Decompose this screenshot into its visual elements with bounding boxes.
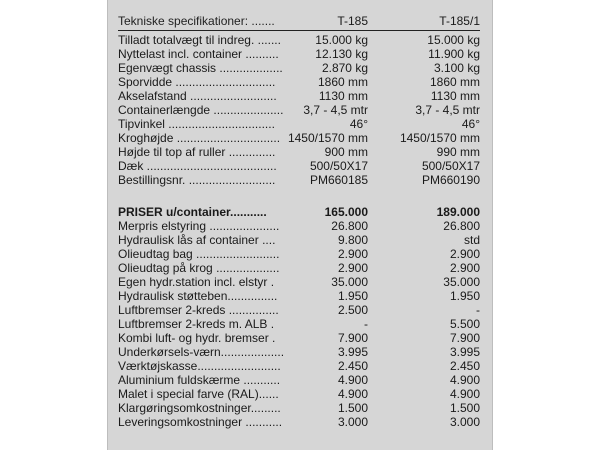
spec-value-t185: 900 mm (324, 145, 368, 159)
spec-label: Bestillingsnr. .......................... (118, 173, 276, 187)
spec-label: Dæk ....................................... (118, 159, 277, 173)
price-value-t185-1: 3.000 (449, 415, 480, 429)
prices-header-label: PRISER u/container........... (118, 205, 267, 219)
header-divider (118, 30, 480, 31)
spec-label: Højde til top af ruller .............. (118, 145, 276, 159)
prices-header-row (118, 205, 480, 219)
price-value-t185: 35.000 (331, 275, 368, 289)
header-col-t185: T-185 (337, 14, 368, 28)
spec-value-t185-1: 11.900 kg (428, 47, 480, 61)
price-label: Merpris elstyring ..................... (118, 219, 280, 233)
price-label: Hydraulisk lås af container .... (118, 233, 276, 247)
spec-value-t185: 1860 mm (317, 75, 368, 89)
price-base-t185: 165.000 (324, 205, 368, 219)
spec-row (118, 75, 480, 89)
price-row (118, 331, 480, 345)
price-row (118, 303, 480, 317)
price-value-t185: 4.900 (337, 387, 368, 401)
spec-row (118, 103, 480, 117)
price-label: Leveringsomkostninger ........... (118, 415, 283, 429)
spec-value-t185: 2.870 kg (321, 61, 368, 75)
spec-row (118, 33, 480, 47)
price-row (118, 317, 480, 331)
spec-value-t185: 500/50X17 (309, 159, 368, 173)
price-row (118, 289, 480, 303)
price-value-t185: 2.900 (337, 261, 368, 275)
price-value-t185-1: std (463, 233, 480, 247)
price-label: Kombi luft- og hydr. bremser . (118, 331, 276, 345)
price-base-t185-1: 189.000 (436, 205, 480, 219)
spec-value-t185-1: 3,7 - 4,5 mtr (415, 103, 480, 117)
price-row (118, 247, 480, 261)
price-value-t185-1: 7.900 (449, 331, 480, 345)
price-value-t185-1: 4.900 (449, 387, 480, 401)
price-value-t185: 7.900 (337, 331, 368, 345)
price-row (118, 359, 480, 373)
table-header-row (118, 14, 480, 28)
spec-row (118, 47, 480, 61)
price-label: Aluminium fuldskærme ........... (118, 373, 281, 387)
price-value-t185-1: 3.995 (449, 345, 480, 359)
spec-value-t185: 12.130 kg (315, 47, 368, 61)
price-label: Luftbremser 2-kreds ............... (118, 303, 279, 317)
price-label: Underkørsels-værn................... (118, 345, 285, 359)
spec-value-t185-1: PM660190 (421, 173, 480, 187)
price-row (118, 373, 480, 387)
price-value-t185: 2.900 (337, 247, 368, 261)
price-value-t185: 4.900 (337, 373, 368, 387)
price-value-t185: 2.500 (337, 303, 368, 317)
price-value-t185: 1.500 (337, 401, 368, 415)
price-label: Værktøjskasse......................... (118, 359, 281, 373)
price-value-t185-1: 2.450 (449, 359, 480, 373)
price-label: Olieudtag på krog ................... (118, 261, 280, 275)
spec-value-t185: 15.000 kg (315, 33, 368, 47)
spec-value-t185: 1450/1570 mm (287, 131, 368, 145)
price-row (118, 233, 480, 247)
spec-value-t185-1: 500/50X17 (421, 159, 480, 173)
price-row (118, 345, 480, 359)
spec-row (118, 117, 480, 131)
spec-row (118, 61, 480, 75)
spec-value-t185-1: 1450/1570 mm (399, 131, 480, 145)
price-label: Luftbremser 2-kreds m. ALB . (118, 317, 275, 331)
spec-label: Nyttelast incl. container .......... (118, 47, 279, 61)
price-row (118, 401, 480, 415)
spec-value-t185: 46° (349, 117, 368, 131)
spec-value-t185: PM660185 (309, 173, 368, 187)
price-value-t185-1: 2.900 (449, 247, 480, 261)
spec-value-t185-1: 3.100 kg (433, 61, 480, 75)
price-value-t185: 3.995 (337, 345, 368, 359)
price-row (118, 219, 480, 233)
price-row (118, 275, 480, 289)
spec-label: Akselafstand .......................... (118, 89, 277, 103)
spec-label: Tipvinkel ................................ (118, 117, 275, 131)
price-row (118, 387, 480, 401)
price-label: Olieudtag bag ......................... (118, 247, 280, 261)
price-value-t185-1: 26.800 (443, 219, 480, 233)
price-row (118, 261, 480, 275)
price-value-t185-1: 1.950 (449, 289, 480, 303)
price-value-t185-1: 4.900 (449, 373, 480, 387)
price-value-t185: 26.800 (331, 219, 368, 233)
header-col-t185-1: T-185/1 (439, 14, 480, 28)
price-value-t185-1: 5.500 (449, 317, 480, 331)
spec-value-t185-1: 46° (461, 117, 480, 131)
price-value-t185: 1.950 (337, 289, 368, 303)
price-value-t185-1: 2.900 (449, 261, 480, 275)
price-value-t185-1: 1.500 (449, 401, 480, 415)
price-value-t185: 3.000 (337, 415, 368, 429)
spec-value-t185: 3,7 - 4,5 mtr (303, 103, 368, 117)
spec-value-t185-1: 1130 mm (430, 89, 480, 103)
price-label: Klargøringsomkostninger......... (118, 401, 281, 415)
spec-row (118, 131, 480, 145)
spec-label: Containerlængde ..................... (118, 103, 284, 117)
spec-value-t185-1: 15.000 kg (427, 33, 480, 47)
price-label: Hydraulisk støtteben............... (118, 289, 278, 303)
price-value-t185: - (364, 317, 368, 331)
price-label: Malet i special farve (RAL)...... (118, 387, 279, 401)
spec-row (118, 145, 480, 159)
spec-label: Kroghøjde ............................... (118, 131, 281, 145)
spec-value-t185: 1130 mm (318, 89, 368, 103)
spec-value-t185-1: 990 mm (436, 145, 480, 159)
spec-value-t185-1: 1860 mm (429, 75, 480, 89)
spec-row (118, 173, 480, 187)
price-row (118, 415, 480, 429)
price-label: Egen hydr.station incl. elstyr . (118, 275, 275, 289)
spec-row (118, 89, 480, 103)
price-value-t185: 9.800 (337, 233, 368, 247)
price-value-t185-1: - (476, 303, 480, 317)
spec-table-panel (107, 0, 493, 450)
price-value-t185-1: 35.000 (443, 275, 480, 289)
spec-label: Egenvægt chassis ................... (118, 61, 283, 75)
price-value-t185: 2.450 (337, 359, 368, 373)
spec-row (118, 159, 480, 173)
header-title: Tekniske specifikationer: ....... (118, 14, 275, 28)
spec-label: Sporvidde .............................. (118, 75, 276, 89)
spec-label: Tilladt totalvægt til indreg. ....... (118, 33, 281, 47)
